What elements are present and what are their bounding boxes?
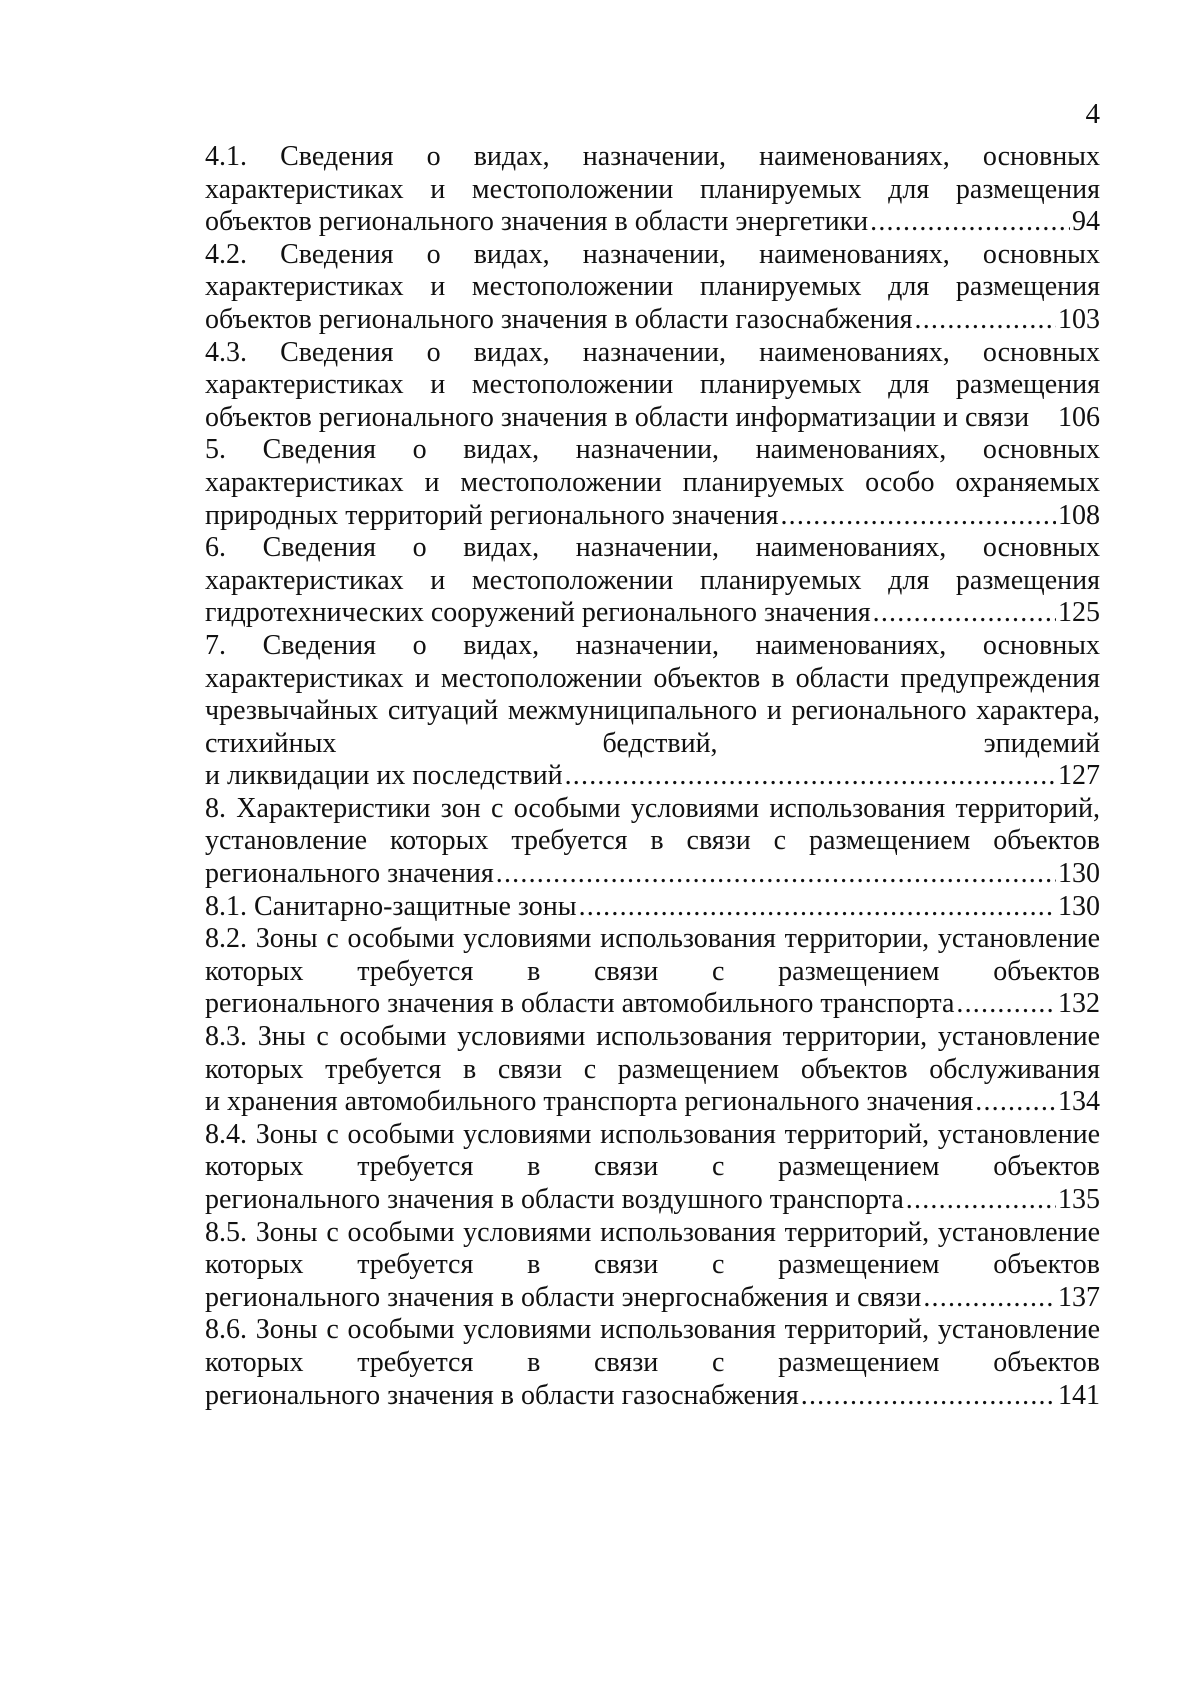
toc-entry-page: 106 bbox=[1058, 401, 1100, 433]
toc-entry-text: 8.2. Зоны с особыми условиями использования территории, установление которых требуется в связи с размещением объектов bbox=[205, 923, 1100, 987]
toc-entry-last-text: объектов регионального значения в области газоснабжения bbox=[205, 303, 913, 335]
dot-leader bbox=[565, 760, 1056, 793]
toc-entry-last-text: объектов регионального значения в области энергетики bbox=[205, 206, 869, 238]
dot-leader bbox=[975, 1086, 1056, 1119]
toc-entry[interactable] bbox=[205, 337, 1100, 435]
toc-entry[interactable] bbox=[205, 630, 1100, 793]
toc-entry-last-text: природных территорий регионального значения bbox=[205, 499, 779, 531]
toc-entry-last-text: регионального значения в области автомобильного транспорта bbox=[205, 988, 955, 1020]
toc-entry-text: 4.2. Сведения о видах, назначении, наименованиях, основных характеристиках и местоположении планируемых для размещения bbox=[205, 238, 1100, 303]
toc-entry-last-text: 8.1. Санитарно-защитные зоны bbox=[205, 890, 577, 922]
toc-entry[interactable] bbox=[205, 239, 1100, 337]
toc-entry-last-line bbox=[205, 500, 1100, 533]
dot-leader bbox=[801, 1380, 1056, 1413]
toc-entry-last-text: регионального значения в области энергоснабжения и связи bbox=[205, 1281, 922, 1313]
dot-leader bbox=[915, 304, 1056, 337]
toc-entry-last-line bbox=[205, 1282, 1100, 1315]
dot-leader bbox=[956, 988, 1056, 1021]
dot-leader bbox=[873, 597, 1056, 630]
toc-entry-page: 130 bbox=[1058, 890, 1100, 922]
toc-entry[interactable] bbox=[205, 923, 1100, 1021]
toc-entry-text: 4.3. Сведения о видах, назначении, наименованиях, основных характеристиках и местоположении планируемых для размещения bbox=[205, 336, 1100, 401]
toc-entry-last-text: регионального значения bbox=[205, 858, 494, 890]
toc-entry-last-line bbox=[205, 1380, 1100, 1413]
dot-leader bbox=[870, 206, 1070, 239]
toc-entry-text: 7. Сведения о видах, назначении, наименованиях, основных характеристиках и местоположении объектов в области предупреждения чрезвычайных ситуаций межмуниципального и регионального характера, стихийных бедствий, эпидемий bbox=[205, 629, 1100, 759]
toc-entry-page: 134 bbox=[1058, 1086, 1100, 1118]
toc-entry-last-text: и хранения автомобильного транспорта регионального значения bbox=[205, 1086, 974, 1118]
table-of-contents bbox=[205, 141, 1100, 1412]
toc-entry-page: 94 bbox=[1072, 206, 1100, 238]
toc-entry-last-text: гидротехнических сооружений регионального значения bbox=[205, 597, 871, 629]
toc-entry[interactable] bbox=[205, 1314, 1100, 1412]
page-number: 4 bbox=[1085, 98, 1100, 130]
toc-entry-last-line bbox=[205, 402, 1100, 435]
toc-entry-text: 8.6. Зоны с особыми условиями использования территорий, установление которых требуется в связи с размещением объектов bbox=[205, 1314, 1100, 1378]
toc-entry-page: 108 bbox=[1058, 499, 1100, 531]
toc-entry-text: 8.5. Зоны с особыми условиями использования территорий, установление которых требуется в связи с размещением объектов bbox=[205, 1216, 1100, 1281]
toc-entry-last-text: объектов регионального значения в области информатизации и связи bbox=[205, 401, 1030, 433]
toc-entry-last-line bbox=[205, 304, 1100, 337]
toc-entry[interactable] bbox=[205, 532, 1100, 630]
dot-leader bbox=[923, 1282, 1056, 1315]
toc-entry-page: 130 bbox=[1058, 858, 1100, 890]
dot-leader bbox=[780, 500, 1056, 533]
toc-entry-text: 8.3. Зны с особыми условиями использования территории, установление которых требуется в связи с размещением объектов обслуживания bbox=[205, 1021, 1100, 1085]
toc-entry-text: 5. Сведения о видах, назначении, наименованиях, основных характеристиках и местоположении планируемых особо охраняемых bbox=[205, 434, 1100, 498]
toc-entry-last-line bbox=[205, 1184, 1100, 1217]
toc-entry-last-line bbox=[205, 760, 1100, 793]
toc-entry[interactable] bbox=[205, 434, 1100, 532]
toc-entry[interactable] bbox=[205, 1217, 1100, 1315]
toc-entry-text: 8.4. Зоны с особыми условиями использования территорий, установление которых требуется в связи с размещением объектов bbox=[205, 1118, 1100, 1183]
toc-entry-text: 4.1. Сведения о видах, назначении, наименованиях, основных характеристиках и местоположении планируемых для размещения bbox=[205, 141, 1100, 205]
toc-entry-last-text: регионального значения в области газоснабжения bbox=[205, 1379, 799, 1411]
toc-entry-page: 125 bbox=[1058, 597, 1100, 629]
toc-entry-last-line bbox=[205, 858, 1100, 891]
toc-entry-last-text: регионального значения в области воздушного транспорта bbox=[205, 1184, 904, 1215]
dot-leader bbox=[496, 858, 1056, 891]
toc-entry-text: 6. Сведения о видах, назначении, наименованиях, основных характеристиках и местоположении планируемых для размещения bbox=[205, 532, 1100, 596]
toc-entry[interactable] bbox=[205, 1021, 1100, 1119]
toc-entry-last-text: и ликвидации их последствий bbox=[205, 760, 563, 792]
toc-entry[interactable] bbox=[205, 891, 1100, 924]
toc-entry-page: 127 bbox=[1058, 760, 1100, 792]
toc-entry-text: 8. Характеристики зон с особыми условиями использования территорий, установление которых требуется в связи с размещением объектов bbox=[205, 792, 1100, 857]
toc-entry[interactable] bbox=[205, 141, 1100, 239]
toc-entry[interactable] bbox=[205, 793, 1100, 891]
toc-entry-page: 132 bbox=[1058, 988, 1100, 1020]
toc-entry-page: 137 bbox=[1058, 1281, 1100, 1313]
toc-entry-last-line bbox=[205, 597, 1100, 630]
dot-leader bbox=[579, 891, 1056, 924]
toc-entry-page: 141 bbox=[1058, 1379, 1100, 1411]
toc-entry-last-line bbox=[205, 206, 1100, 239]
dot-leader bbox=[906, 1184, 1056, 1217]
toc-entry-page: 135 bbox=[1058, 1184, 1100, 1215]
toc-entry-last-line bbox=[205, 988, 1100, 1021]
toc-entry-last-line bbox=[205, 1086, 1100, 1119]
toc-entry[interactable] bbox=[205, 1119, 1100, 1217]
toc-entry-page: 103 bbox=[1058, 303, 1100, 335]
toc-entry-last-line bbox=[205, 891, 1100, 924]
